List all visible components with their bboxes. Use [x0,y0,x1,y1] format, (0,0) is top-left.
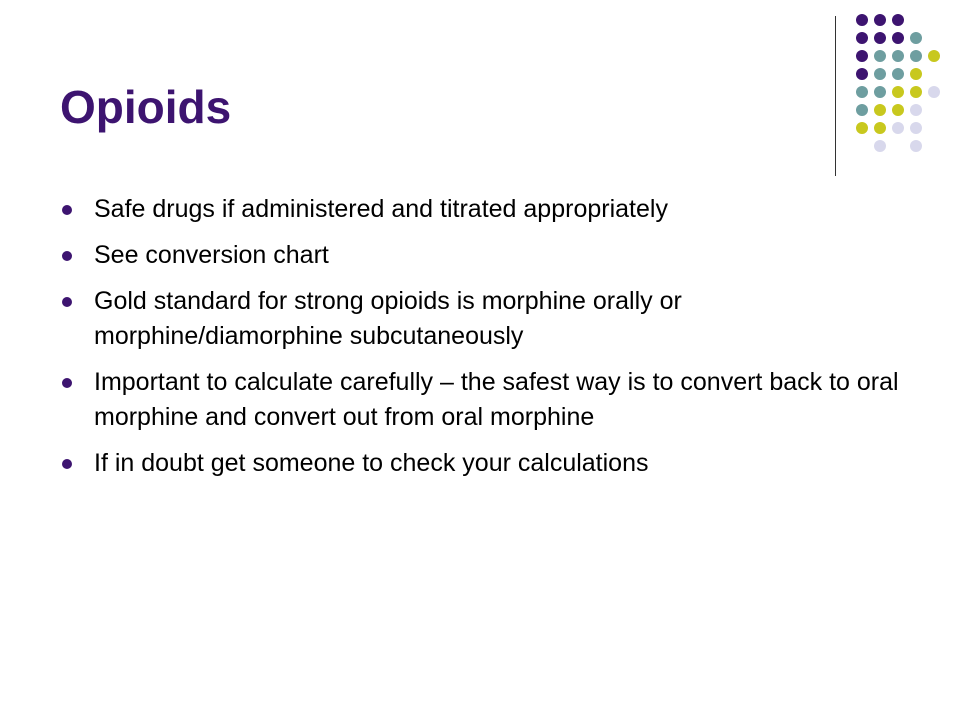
bullet-text: If in doubt get someone to check your calculations [94,449,649,477]
decor-dot [910,140,922,152]
decor-dot [856,50,868,62]
bullet-dot-icon [62,251,72,261]
bullet-dot-icon [62,297,72,307]
decor-dot [892,68,904,80]
decor-dot [856,32,868,44]
decor-dot [874,104,886,116]
decor-dot [874,14,886,26]
decor-dot [892,122,904,134]
title-divider-line [835,16,836,176]
decor-dot [910,32,922,44]
bullet-item [60,446,920,481]
bullet-text: Gold standard for strong opioids is morphine orally or morphine/diamorphine subcutaneously [94,287,682,350]
bullet-dot-icon [62,378,72,388]
bullet-item [60,192,920,227]
decor-dot [910,122,922,134]
decor-dot [892,32,904,44]
decor-dot [928,50,940,62]
bullet-list [60,192,920,492]
bullet-dot-icon [62,205,72,215]
decor-dot [874,140,886,152]
bullet-text: Safe drugs if administered and titrated appropriately [94,195,668,223]
decor-dot [874,50,886,62]
bullet-dot-icon [62,459,72,469]
decor-dot [856,86,868,98]
decor-dot [856,122,868,134]
decor-dot [874,68,886,80]
decor-dot [910,68,922,80]
decor-dot [874,86,886,98]
decor-dot [856,68,868,80]
decor-dot [892,14,904,26]
decor-dot [910,104,922,116]
decor-dot [928,86,940,98]
bullet-text: See conversion chart [94,241,329,269]
bullet-item [60,284,920,354]
bullet-item [60,365,920,435]
decor-dot [856,104,868,116]
decor-dot [910,86,922,98]
decor-dot [874,122,886,134]
bullet-text: Important to calculate carefully – the safest way is to convert back to oral morphine and convert out from oral morphine [94,368,899,431]
decor-dot [874,32,886,44]
bullet-item [60,238,920,273]
decor-dot [910,50,922,62]
decor-dot [892,104,904,116]
decor-dot [892,86,904,98]
decor-dot [892,50,904,62]
decor-dot [856,14,868,26]
slide-title: Opioids [60,81,232,133]
